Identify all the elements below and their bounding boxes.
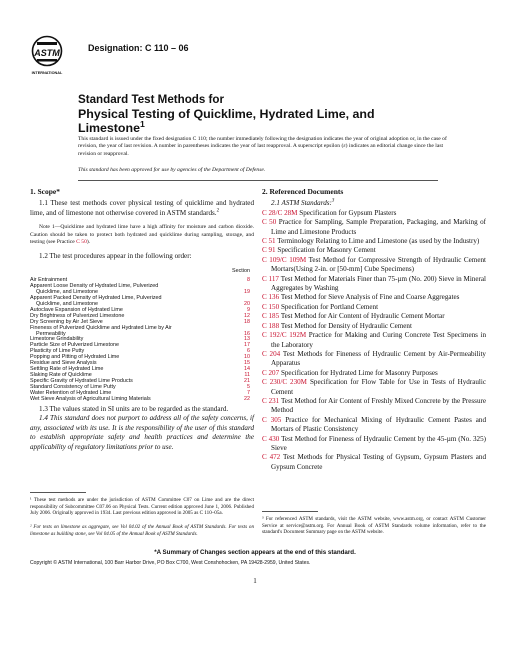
left-column (30, 187, 254, 452)
reference-code-link[interactable]: C 136 (262, 293, 280, 302)
procedure-name: Water Retention of Hydrated Lime (30, 390, 112, 397)
reference-code-link[interactable]: C 472 (262, 453, 281, 462)
scope-paragraph-1-3: 1.3 The values stated in SI units are to be regarded as the standard. (39, 404, 229, 413)
reference-title: Test Method for Density of Hydraulic Cement (280, 321, 412, 330)
footnote-1: ¹ These test methods are under the jurisdiction of ASTM Committee C07 on Lime and are the direct responsibility of Subcommittee C07.06 on Physical Tests. Current edition approved June 1, 2006. Published July 2006. Originally approved in 1934. Last previous edition approved in 2005 as C 110–05a. (30, 497, 254, 516)
reference-code-link[interactable]: C 185 (262, 312, 280, 321)
reference-title: Specification for Portland Cement (280, 302, 379, 311)
reference-code-link[interactable]: C 192/C 192M (262, 331, 307, 340)
reference-title: Test Method for Air Content of Freshly Mixed Concrete by the Pressure Method (271, 396, 487, 415)
procedure-section-link[interactable]: 13 (244, 336, 250, 343)
reference-title: Test Method for Air Content of Hydraulic Cement Mortar (280, 312, 445, 321)
procedure-name: Slaking Rate of Quicklime (30, 372, 92, 379)
procedure-row (30, 397, 254, 403)
reference-item (262, 435, 486, 454)
procedure-name: Plasticity of Lime Putty (30, 348, 85, 355)
procedure-name: Apparent Loose Density of Hydrated Lime, Pulverized (30, 282, 159, 289)
references-heading: 2. Referenced Documents (262, 187, 344, 196)
defense-note: This standard has been approved for use by agencies of the Department of Defense. (78, 167, 266, 173)
summary-of-changes-note: *A Summary of Changes section appears at the end of this standard. (154, 549, 356, 556)
procedure-section-link[interactable]: 14 (244, 366, 250, 373)
page-number: 1 (253, 577, 257, 585)
procedure-section-link[interactable]: 8 (247, 276, 250, 283)
title-footnote-mark: 1 (139, 118, 145, 129)
procedure-name: Residue and Sieve Analysis (30, 360, 97, 367)
reference-title: Specification for Flow Table for Use in Tests of Hydraulic Cement (271, 378, 486, 396)
reference-item (262, 378, 486, 397)
designation: Designation: C 110 – 06 (88, 43, 189, 53)
reference-item (262, 350, 486, 369)
procedure-name: Apparent Packed Density of Hydrated Lime, Pulverized (30, 294, 162, 301)
header-divider (78, 180, 438, 181)
procedure-name: Quicklime, and Limestone (30, 288, 99, 295)
reference-item (262, 331, 486, 350)
reference-item (262, 303, 486, 312)
reference-item (262, 209, 486, 218)
reference-code-link[interactable]: C 430 (262, 434, 280, 443)
procedure-section-link[interactable]: 21 (244, 378, 250, 385)
procedure-name: Specific Gravity of Hydrated Lime Products (30, 378, 133, 385)
issuance-notice: This standard is issued under the fixed designation C 110; the number immediately following the designation indicates the year of original adoption or, in the case of revision, the year of last revision. A number in parentheses indicates the year of last reapproval. A superscript epsilon (ε) indicates an editorial change since the last revision or reapproval. (78, 136, 447, 157)
section-column-heading: Section (232, 267, 250, 274)
reference-item (262, 416, 486, 435)
reference-code-link[interactable]: C 109/C 109M (262, 255, 307, 264)
reference-code-link[interactable]: C 188 (262, 321, 280, 330)
procedure-section-link[interactable]: 7 (247, 390, 250, 397)
procedure-name: Standard Consistency of Lime Putty (30, 384, 116, 391)
procedure-name: Dry Brightness of Pulverized Limestone (30, 312, 125, 319)
reference-item (262, 218, 486, 237)
reference-item (262, 256, 486, 275)
procedure-section-link[interactable]: 5 (247, 384, 250, 391)
reference-title: Specification for Gypsum Plasters (299, 208, 397, 217)
reference-code-link[interactable]: C 28/C 28M (262, 208, 298, 217)
svg-text:INTERNATIONAL: INTERNATIONAL (31, 71, 63, 75)
procedure-section-link[interactable]: 19 (244, 288, 250, 295)
reference-title: Test Method for Compressive Strength of Hydraulic Cement Mortars(Using 2-in. or [50-mm] Cube Specimens) (271, 255, 486, 274)
procedure-section-link[interactable]: 10 (244, 354, 250, 361)
procedure-name: Popping and Pitting of Hydrated Lime (30, 354, 120, 361)
procedure-section-link[interactable]: 20 (244, 300, 250, 307)
scope-paragraph-1-2: 1.2 The test procedures appear in the following order: (39, 252, 192, 261)
reference-title: Test Method for Materials Finer than 75-µm (No. 200) Sieve in Mineral Aggregates by Washing (271, 274, 486, 293)
document-title (78, 93, 478, 135)
reference-item (262, 322, 486, 331)
reference-title: Practice for Making and Curing Concrete Test Specimens in the Laboratory (271, 331, 486, 349)
scope-paragraph-1-4: 1.4 This standard does not purport to address all of the safety concerns, if any, associated with its use. It is the responsibility of the user of this standard to establish appropriate safety and health practices and determine the applicability of regulatory limitations prior to use. (30, 414, 254, 451)
reference-code-link[interactable]: C 204 (262, 349, 281, 358)
scope-heading: 1. Scope* (30, 187, 60, 196)
title-line-3: Limestone (78, 121, 140, 135)
reference-code-link[interactable]: C 305 (262, 415, 282, 424)
reference-title: Terminology Relating to Lime and Limestone (as used by the Industry) (277, 237, 480, 246)
procedure-section-link[interactable]: 22 (244, 395, 250, 402)
procedure-name: Particle Size of Pulverized Limestone (30, 342, 119, 349)
reference-item (262, 237, 486, 246)
procedure-section-link[interactable]: 17 (244, 342, 250, 349)
right-column (262, 187, 486, 472)
reference-title: Test Methods for Physical Testing of Gypsum, Gypsum Plasters and Gypsum Concrete (271, 453, 487, 471)
reference-code-link[interactable]: C 117 (262, 274, 279, 283)
note-1: Note 1—Quicklime and hydrated lime have a high affinity for moisture and carbon dioxide. Caution should be taken to protect both hydrated and quicklime during sampling, storage, and testing (see Practice C 50). (30, 224, 254, 245)
footnote-2: ² For tests on limestone as aggregate, see Vol 04.02 of the Annual Book of ASTM Standards. For tests on limestone as building stone, see Vol 04.05 of the Annual Book of ASTM Standards. (30, 524, 254, 537)
procedure-name: Fineness of Pulverized Quicklime and Hydrated Lime by Air (30, 324, 172, 331)
reference-title: Test Method for Sieve Analysis of Fine and Coarse Aggregates (280, 293, 460, 302)
procedure-section-link[interactable]: 11 (244, 372, 250, 379)
reference-code-link[interactable]: C 50 (262, 218, 277, 227)
reference-item (262, 275, 486, 294)
procedure-section-link[interactable]: 9 (247, 306, 250, 313)
reference-code-link[interactable]: C 230/C 230M (262, 378, 307, 387)
reference-item (262, 369, 486, 378)
copyright-line: Copyright © ASTM International, 100 Barr Harbor Drive, PO Box C700, West Conshohocken, PA 19428-2959, United States. (30, 560, 311, 566)
reference-code-link[interactable]: C 207 (262, 368, 280, 377)
title-line-2: Physical Testing of Quicklime, Hydrated Lime, and (78, 107, 375, 121)
svg-text:ASTM: ASTM (34, 48, 60, 58)
reference-code-link[interactable]: C 91 (262, 246, 276, 255)
footnote-divider-left (30, 492, 86, 493)
procedure-name: Dry Screening by Air Jet Sieve (30, 318, 103, 325)
procedure-name: Air Entrainment (30, 276, 68, 283)
procedure-name: Limestone Grindability (30, 336, 84, 343)
procedure-name: Quicklime, and Limestone (30, 300, 99, 307)
footnote-divider-right (262, 511, 318, 512)
procedure-section-link[interactable]: 6 (247, 348, 250, 355)
procedure-section-link[interactable]: 16 (244, 330, 250, 337)
reference-title: Specification for Hydrated Lime for Masonry Purposes (280, 368, 438, 377)
scope-paragraph-1-1: 1.1 These test methods cover physical testing of quicklime and hydrated lime, and of limestone not otherwise covered in ASTM standards.$^2$ (30, 199, 254, 217)
procedure-section-link[interactable]: 18 (244, 318, 250, 325)
procedure-name: Permeability (30, 330, 66, 337)
reference-title: Practice for Mechanical Mixing of Hydraulic Cement Pastes and Mortars of Plastic Consistency (271, 415, 486, 434)
reference-code-link[interactable]: C 51 (262, 237, 276, 246)
reference-item (262, 312, 486, 321)
reference-title: Test Method for Fineness of Hydraulic Cement by the 45-µm (No. 325) Sieve (271, 434, 486, 452)
reference-item (262, 246, 486, 255)
note-1-link-c50[interactable]: C 50 (76, 238, 87, 245)
reference-item (262, 397, 486, 416)
reference-item (262, 293, 486, 302)
procedure-name: Autoclave Expansion of Hydrated Lime (30, 306, 123, 313)
procedures-table (30, 278, 254, 403)
procedure-name: Wet Sieve Analysis of Agricultural Liming Materials (30, 395, 151, 402)
reference-list (262, 209, 486, 472)
astm-logo (30, 34, 64, 76)
astm-standards-subheading: 2.1 ASTM Standards:$^3$ (271, 199, 335, 208)
reference-code-link[interactable]: C 231 (262, 396, 280, 405)
reference-title: Specification for Masonry Cement (277, 246, 376, 255)
procedure-name: Settling Rate of Hydrated Lime (30, 366, 104, 373)
title-line-1: Standard Test Methods for (78, 93, 225, 106)
procedure-section-link[interactable]: 15 (244, 360, 250, 367)
footnote-3: ³ For referenced ASTM standards, visit the ASTM website, www.astm.org, or contact ASTM Customer Service at service@astm.org. For Annual Book of ASTM Standards volume information, refer to the standard's Document Summary page on the ASTM website. (262, 516, 486, 535)
procedure-section-link[interactable]: 12 (244, 312, 250, 319)
reference-title: Test Methods for Fineness of Hydraulic Cement by Air-Permeability Apparatus (271, 349, 486, 368)
reference-title: Practice for Sampling, Sample Preparation, Packaging, and Marking of Lime and Limestone Products (271, 218, 486, 236)
reference-code-link[interactable]: C 150 (262, 302, 280, 311)
reference-item (262, 453, 486, 472)
